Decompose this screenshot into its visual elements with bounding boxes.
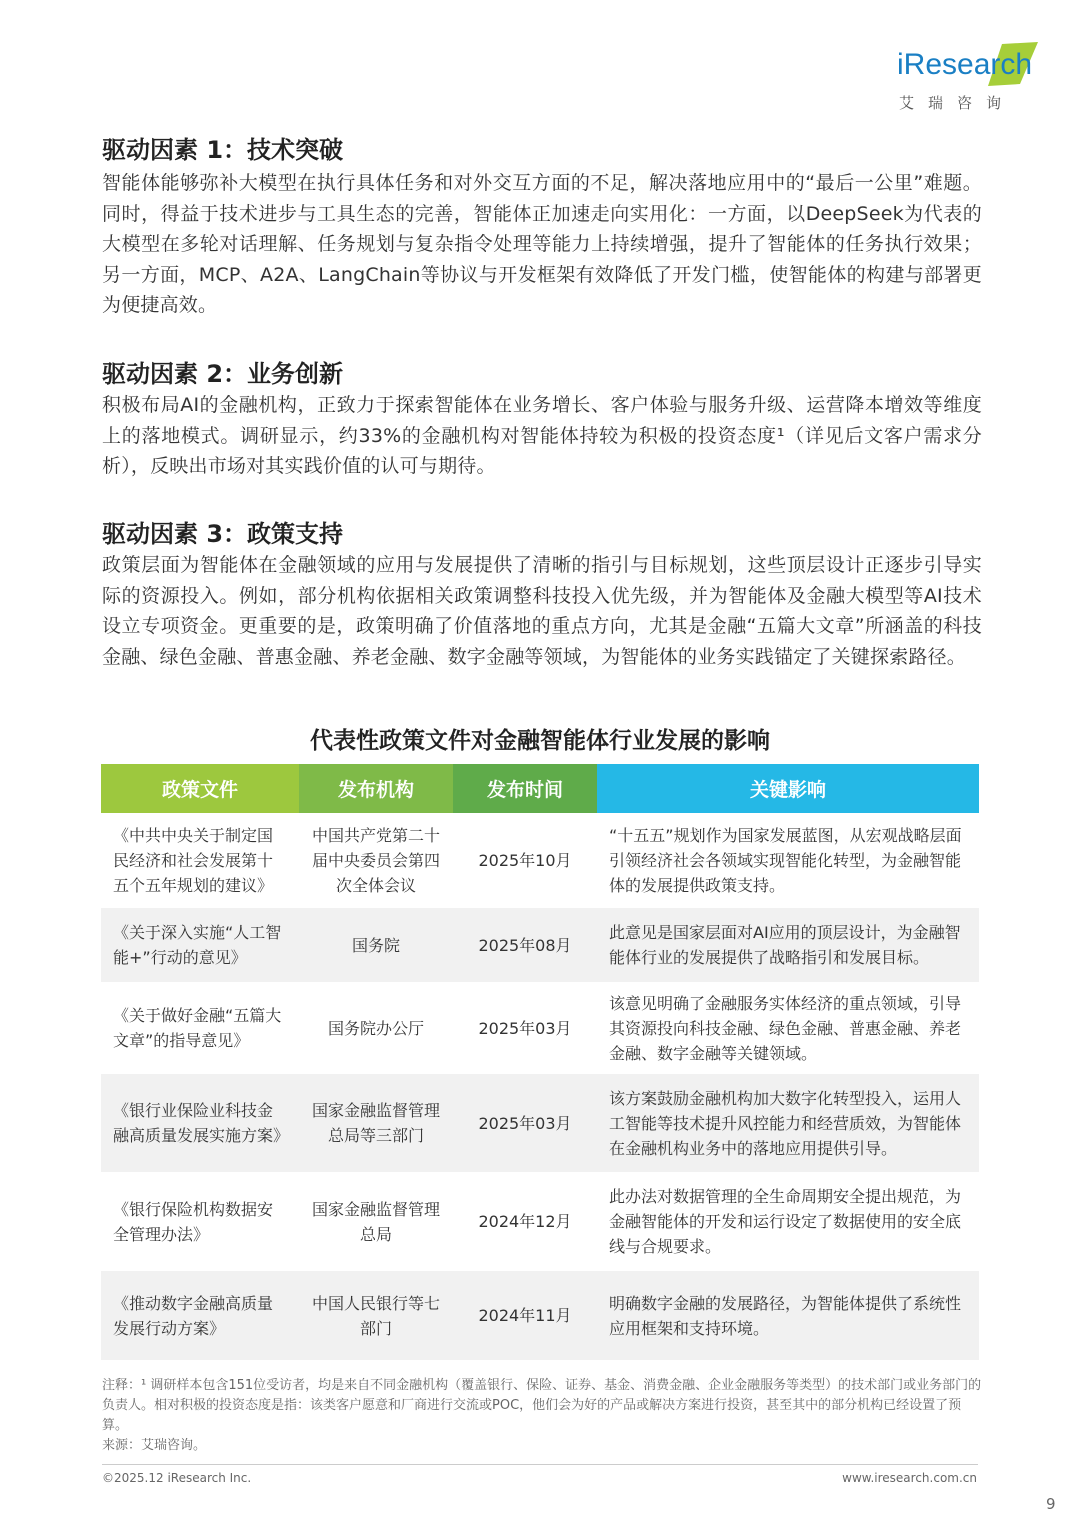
table-row: [101, 1073, 979, 1173]
cell-policy-doc: 《中共中央关于制定国民经济和社会发展第十五个五年规划的建议》: [101, 814, 299, 907]
logo-cn-text: 艾瑞咨询: [899, 94, 1016, 112]
source-text: 来源：艾瑞咨询。: [102, 1438, 207, 1453]
cell-policy-doc: 《关于做好金融“五篇大文章”的指导意见》: [101, 983, 299, 1073]
section-1-body: 智能体能够弥补大模型在执行具体任务和对外交互方面的不足，解决落地应用中的“最后一公里”难题。同时，得益于技术进步与工具生态的完善，智能体正加速走向实用化：一方面，以DeepSeek为代表的大模型在多轮对话理解、任务规划与复杂指令处理等能力上持续增强，提升了智能体的任务执行效果；另一方面，MCP、A2A、LangChain等协议与开发框架有效降低了开发门槛，使智能体的构建与部署更为便捷高效。: [102, 172, 982, 316]
header-issuer: 发布机构: [299, 764, 453, 814]
cell-date: 2024年12月: [453, 1173, 597, 1270]
cell-impact: 明确数字金融的发展路径，为智能体提供了系统性应用框架和支持环境。: [597, 1270, 979, 1360]
cell-issuer: 国务院办公厅: [299, 983, 453, 1073]
cell-policy-doc: 《银行保险机构数据安全管理办法》: [101, 1173, 299, 1270]
table-row: [101, 1173, 979, 1270]
cell-date: 2024年11月: [453, 1270, 597, 1360]
cell-date: 2025年03月: [453, 983, 597, 1073]
table-row: [101, 814, 979, 907]
table-title: 代表性政策文件对金融智能体行业发展的影响: [310, 728, 770, 754]
footnote-text: 注释：¹ 调研样本包含151位受访者，均是来自不同金融机构（覆盖银行、保险、证券、基金、消费金融、企业金融服务等类型）的技术部门或业务部门的负责人。相对积极的投资态度是指：该类客户愿意和厂商进行交流或POC，他们会为好的产品或解决方案进行投资，甚至其中的部分机构已经设置了预算。: [102, 1378, 982, 1433]
cell-policy-doc: 《关于深入实施“人工智能+”行动的意见》: [101, 907, 299, 983]
section-3-body: 政策层面为智能体在金融领域的应用与发展提供了清晰的指引与目标规划，这些顶层设计正逐步引导实际的资源投入。例如，部分机构依据相关政策调整科技投入优先级，并为智能体及金融大模型等AI技术设立专项资金。更重要的是，政策明确了价值落地的重点方向，尤其是金融“五篇大文章”所涵盖的科技金融、绿色金融、普惠金融、养老金融、数字金融等领域，为智能体的业务实践锚定了关键探索路径。: [102, 554, 982, 668]
page-number: 9: [1046, 1495, 1056, 1513]
cell-date: 2025年03月: [453, 1073, 597, 1173]
cell-issuer: 国务院: [299, 907, 453, 983]
section-2-title: 驱动因素 2：业务创新: [102, 360, 344, 388]
cell-issuer: 国家金融监督管理总局: [299, 1173, 453, 1270]
cell-impact: 此意见是国家层面对AI应用的顶层设计，为金融智能体行业的发展提供了战略指引和发展目标。: [597, 907, 979, 983]
cell-issuer: 中国共产党第二十届中央委员会第四次全体会议: [299, 814, 453, 907]
section-3-title: 驱动因素 3：政策支持: [102, 520, 344, 548]
cell-impact: “十五五”规划作为国家发展蓝图，从宏观战略层面引领经济社会各领域实现智能化转型，为金融智能体的发展提供政策支持。: [597, 814, 979, 907]
policy-table: [101, 764, 979, 1360]
cell-issuer: 国家金融监督管理总局等三部门: [299, 1073, 453, 1173]
logo-text: iResearch: [897, 48, 1033, 81]
cell-date: 2025年10月: [453, 814, 597, 907]
footer-url[interactable]: www.iresearch.com.cn: [842, 1471, 977, 1485]
cell-impact: 此办法对数据管理的全生命周期安全提出规范，为金融智能体的开发和运行设定了数据使用的安全底线与合规要求。: [597, 1173, 979, 1270]
cell-impact: 该意见明确了金融服务实体经济的重点领域，引导其资源投向科技金融、绿色金融、普惠金融、养老金融、数字金融等关键领域。: [597, 983, 979, 1073]
header-impact: 关键影响: [597, 764, 979, 814]
iresearch-logo: [893, 42, 1043, 114]
cell-date: 2025年08月: [453, 907, 597, 983]
cell-policy-doc: 《推动数字金融高质量发展行动方案》: [101, 1270, 299, 1360]
table-row: [101, 1270, 979, 1360]
section-1-title: 驱动因素 1：技术突破: [102, 136, 344, 164]
table-row: [101, 983, 979, 1073]
cell-policy-doc: 《银行业保险业科技金融高质量发展实施方案》: [101, 1073, 299, 1173]
cell-issuer: 中国人民银行等七部门: [299, 1270, 453, 1360]
footnote: [102, 1376, 982, 1456]
section-2-body: 积极布局AI的金融机构，正致力于探索智能体在业务增长、客户体验与服务升级、运营降本增效等维度上的落地模式。调研显示，约33%的金融机构对智能体持较为积极的投资态度¹（详见后文客户需求分析），反映出市场对其实践价值的认可与期待。: [102, 394, 982, 477]
table-row: [101, 907, 979, 983]
header-policy-doc: 政策文件: [101, 764, 299, 814]
footer-copyright: ©2025.12 iResearch Inc.: [102, 1471, 252, 1485]
table-header-row: [101, 764, 979, 814]
header-date: 发布时间: [453, 764, 597, 814]
footer-divider: [102, 1464, 978, 1465]
cell-impact: 该方案鼓励金融机构加大数字化转型投入，运用人工智能等技术提升风控能力和经营质效，为智能体在金融机构业务中的落地应用提供引导。: [597, 1073, 979, 1173]
